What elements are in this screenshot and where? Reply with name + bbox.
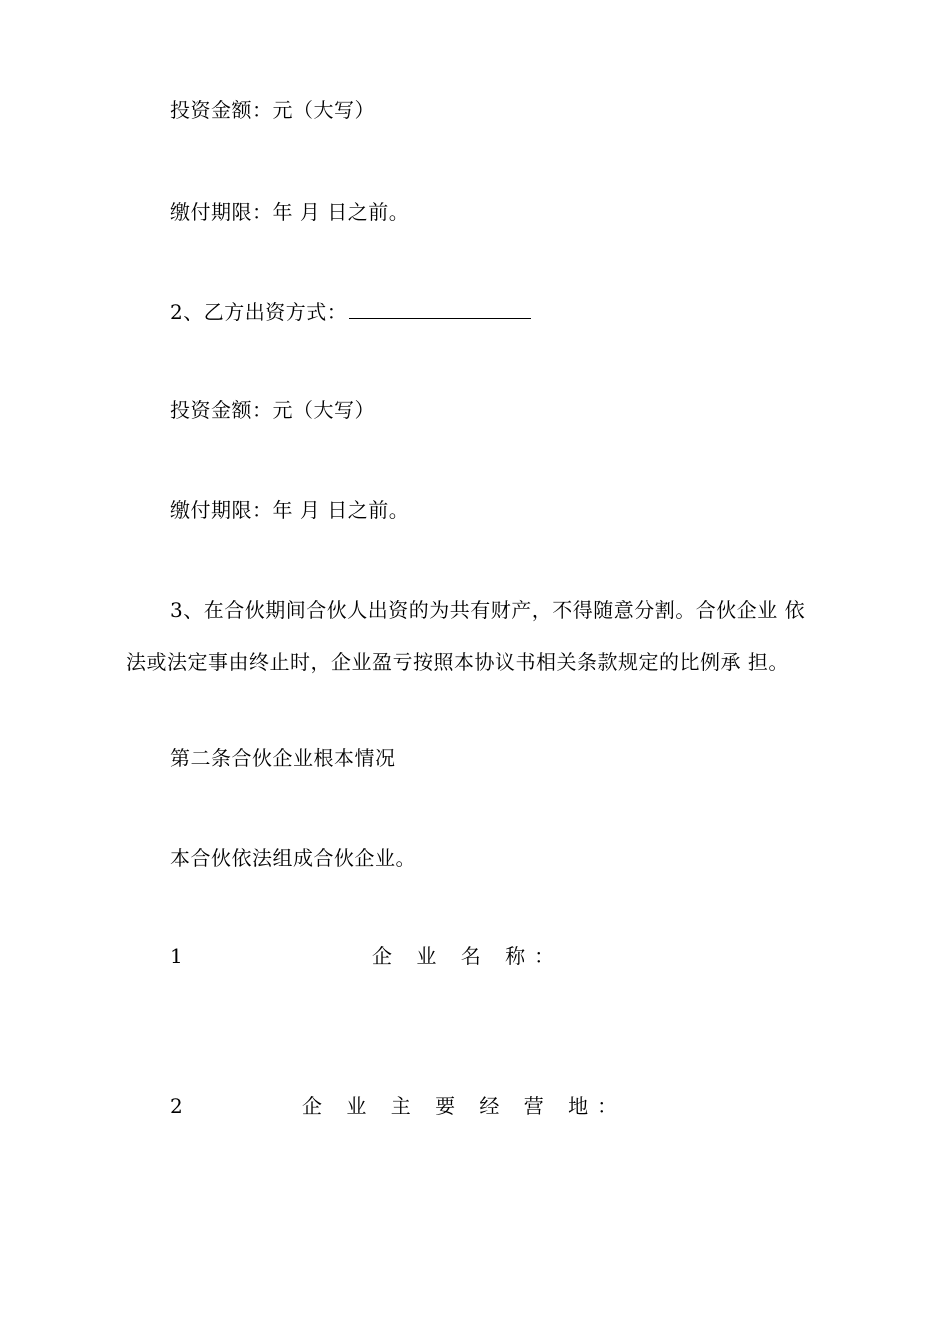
- fill-in-blank: [349, 300, 531, 319]
- article-2-heading: 第二条合伙企业根本情况: [170, 746, 396, 770]
- main-business-location-label: 企 业 主 要 经 营 地：: [302, 1094, 627, 1118]
- party-b-contribution-label: 2、乙方出资方式：: [170, 300, 348, 324]
- payment-deadline-line-1: 缴付期限：年 月 日之前。: [170, 200, 410, 224]
- party-b-contribution-line: [170, 299, 531, 325]
- payment-deadline-line-2: 缴付期限：年 月 日之前。: [170, 498, 410, 522]
- company-name-label: 企 业 名 称：: [372, 944, 564, 968]
- clause-3-line-2: 法或法定事由终止时，企业盈亏按照本协议书相关条款规定的比例承 担。: [126, 650, 789, 674]
- clause-3-line-1: 3、在合伙期间合伙人出资的为共有财产，不得随意分割。合伙企业 依: [170, 598, 806, 622]
- item-1-number: 1: [170, 944, 184, 968]
- investment-amount-line-1: 投资金额：元（大写）: [170, 98, 375, 122]
- item-2-number: 2: [170, 1094, 184, 1118]
- article-2-intro: 本合伙依法组成合伙企业。: [170, 846, 416, 870]
- investment-amount-line-2: 投资金额：元（大写）: [170, 398, 375, 422]
